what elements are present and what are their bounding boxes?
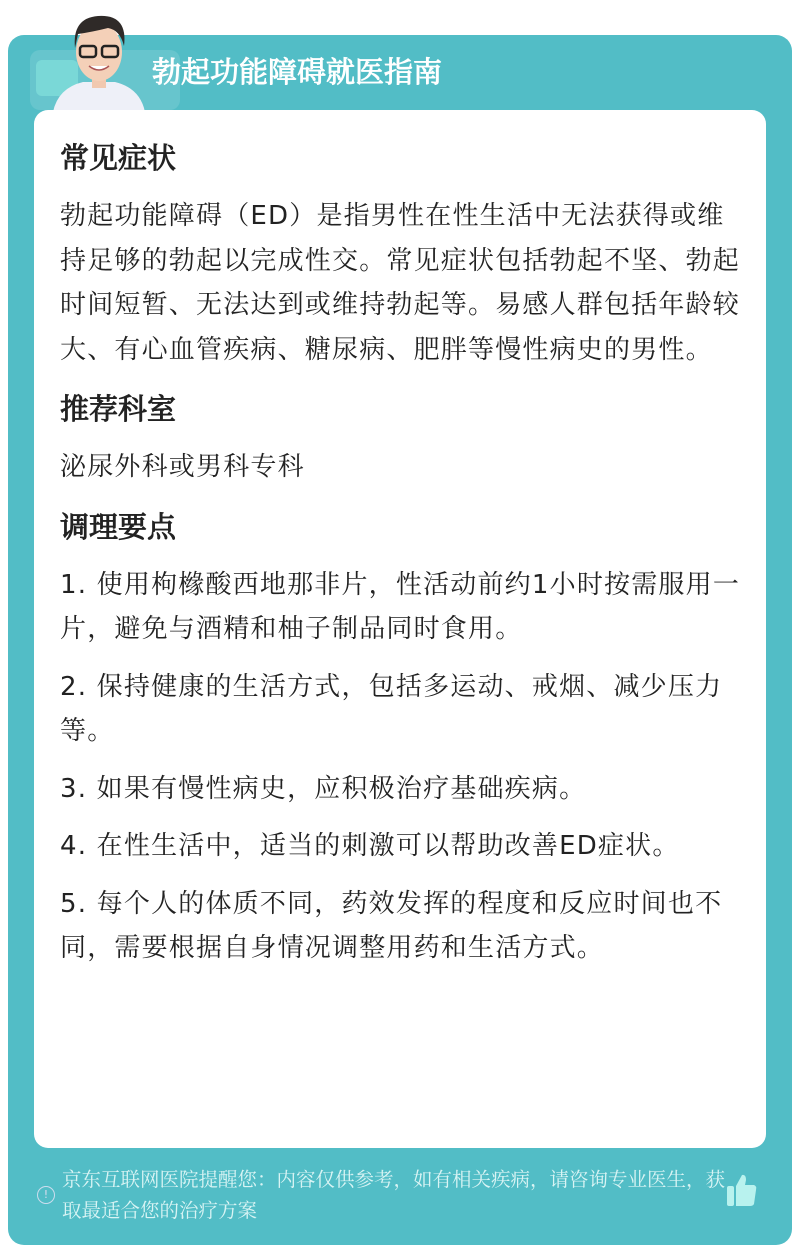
thumbs-up-icon[interactable] xyxy=(726,1172,758,1208)
page-title: 勃起功能障碍就医指南 xyxy=(152,55,443,89)
care-item: 4. 在性生活中，适当的刺激可以帮助改善ED症状。 xyxy=(60,831,680,861)
care-item: 5. 每个人的体质不同，药效发挥的程度和反应时间也不同，需要根据自身情况调整用药和生活方式。 xyxy=(60,888,723,963)
disclaimer-text: 京东互联网医院提醒您：内容仅供参考，如有相关疾病，请咨询专业医生，获取最适合您的治疗方案 xyxy=(62,1168,726,1222)
doctor-avatar xyxy=(48,8,150,112)
info-icon: ! xyxy=(37,1186,55,1204)
care-item: 1. 使用枸橼酸西地那非片，性活动前约1小时按需服用一片，避免与酒精和柚子制品同时食用。 xyxy=(60,569,741,644)
section-heading-department: 推荐科室 xyxy=(60,392,177,426)
symptoms-text: 勃起功能障碍（ED）是指男性在性生活中无法获得或维持足够的勃起以完成性交。常见症状包括勃起不坚、勃起时间短暂、无法达到或维持勃起等。易感人群包括年龄较大、有心血管疾病、糖尿病、肥胖等慢性病史的男性。 xyxy=(60,201,741,365)
section-heading-symptoms: 常见症状 xyxy=(60,141,177,175)
care-item: 3. 如果有慢性病史，应积极治疗基础疾病。 xyxy=(60,773,587,804)
department-text: 泌尿外科或男科专科 xyxy=(60,452,305,482)
content-card xyxy=(34,110,766,1148)
section-heading-care: 调理要点 xyxy=(60,509,177,544)
care-item: 2. 保持健康的生活方式，包括多运动、戒烟、减少压力等。 xyxy=(60,671,723,746)
